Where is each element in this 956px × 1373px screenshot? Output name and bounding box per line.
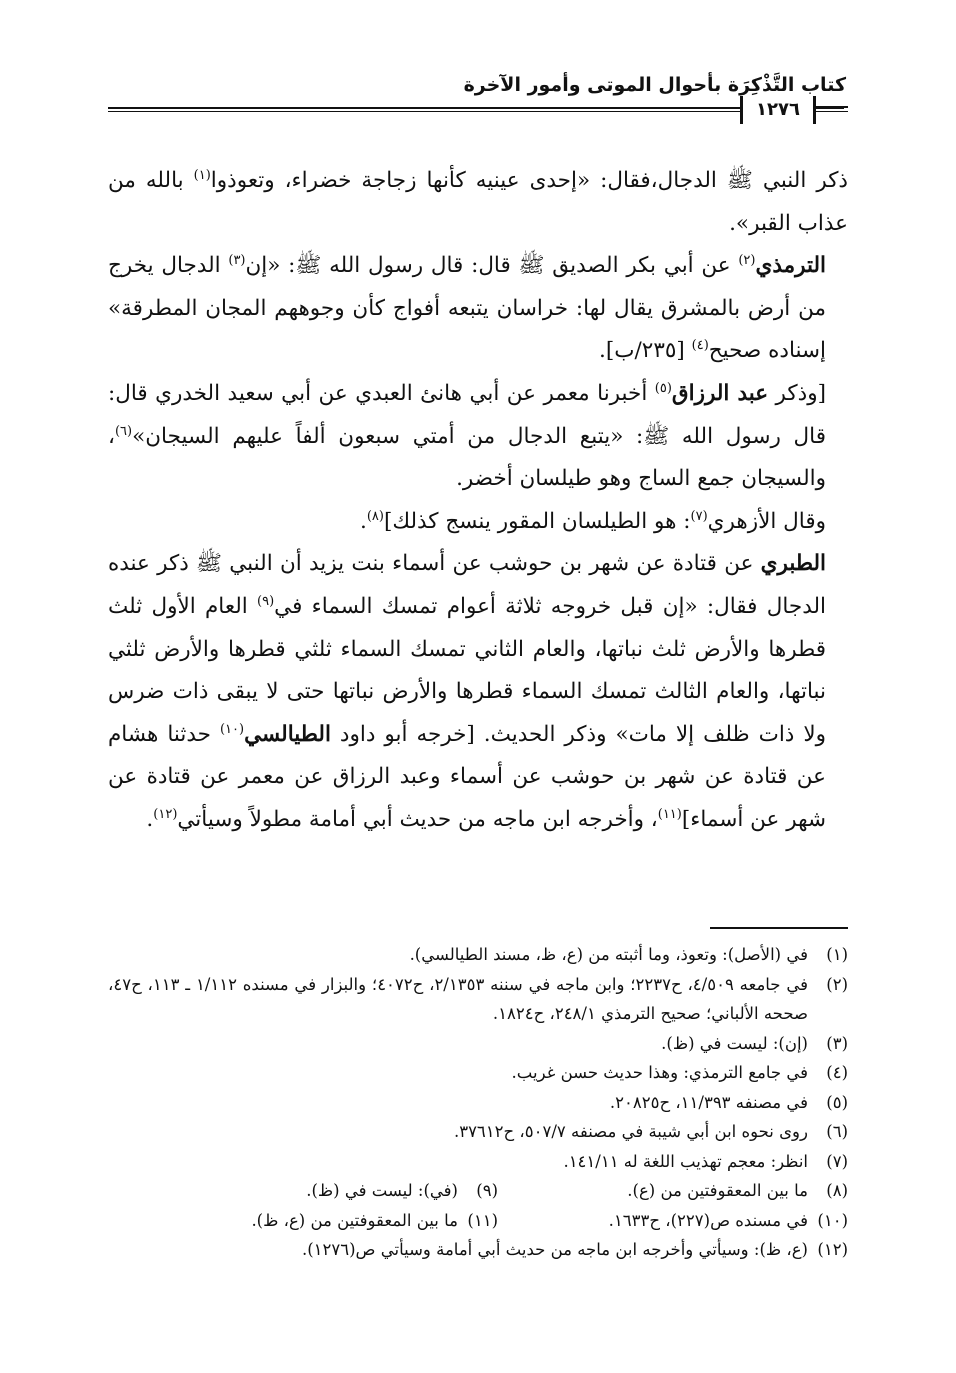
running-title: كتاب التَّذْكِرَة بأحوال الموتى وأمور الآخرة <box>463 74 846 96</box>
paragraph <box>108 543 848 841</box>
footnote-ref[interactable]: (٤) <box>691 338 709 354</box>
main-text <box>108 160 848 842</box>
footnote-number: (٨) <box>826 1181 848 1200</box>
footnote <box>498 1206 848 1236</box>
footnote-number: (٤) <box>826 1063 848 1082</box>
header-rule <box>108 107 844 109</box>
footnote-number: (٩) <box>476 1181 498 1200</box>
footnote-ref[interactable]: (٥) <box>654 380 672 396</box>
footnote-number: (٧) <box>826 1151 848 1171</box>
text-run: عن قتادة عن شهر بن حوشب عن أسماء بنت يزيد أن النبي ﷺ ذكر عنده الدجال فقال: «إن قبل خروجه ثلاثة أعوام تمسك السماء في <box>108 551 826 619</box>
footnote-text: ما بين المعقوفتين من (ع). <box>627 1181 808 1200</box>
footnote-text: (إن): ليست في (ظ). <box>661 1033 808 1053</box>
footnote-text: في مصنفه ١١/٣٩٣، ح٢٠٨٢٥. <box>609 1092 808 1112</box>
footnote-number: (١) <box>826 945 848 964</box>
footnote-text: ما بين المعقوفتين من (ع، ظ). <box>251 1210 458 1230</box>
footnote-ref[interactable]: (٦) <box>114 423 133 439</box>
text-run: . <box>359 508 367 534</box>
paragraph <box>108 160 848 245</box>
header-rule-thin <box>108 111 844 112</box>
text-run: الدجال يخرج من أرض بالمشرق يقال لها: خراسان يتبعه أفواج كأن وجوههم المجان المطرقة» إسناده صحيح <box>108 253 826 364</box>
source-name: الترمذي <box>755 253 826 279</box>
text-run: بالله من عذاب القبر». <box>108 168 848 236</box>
text-run: : هو الطيلسان المقور ينسج كذلك] <box>383 508 691 534</box>
text-run: [وذكر <box>768 380 826 406</box>
text-run: العام الأول ثلث قطرها والأرض ثلث نباتها، والعام الثاني تمسك السماء ثلثي قطرها والأرض ثلثي نباتها، والعام الثالث تمسك السماء قطرها والأرض نباتها حتى لا يبقى ذات ضرس ولا ذات ظلف إلا مات» وذكر الحديث. [خرجه أبو داود <box>108 593 826 747</box>
footnote-ref[interactable]: (٩) <box>257 593 275 609</box>
footnote-ref[interactable]: (٨) <box>366 508 384 524</box>
text-run: ذكر النبي ﷺ الدجال،فقال: «إحدى عينيه كأنها زجاجة خضراء، وتعوذوا <box>210 168 849 193</box>
footnote-text: في جامع الترمذي: وهذا حديث حسن غريب. <box>511 1063 808 1082</box>
footnote-ref[interactable]: (٢) <box>738 253 756 269</box>
footnote-text: في جامعه ٤/٥٠٩، ح٢٢٣٧؛ وابن ماجه في سننه ٢/١٣٥٣، ح٤٠٧٢؛ والبزار في مسنده ١/١١٢ ـ ١١٣، ح٤٧، صححه الألباني؛ صحيح الترمذي ٢٤٨/١، ح١٨٢٤. <box>108 974 808 1023</box>
text-run: ، وأخرجه ابن ماجه من حديث أبي أمامة مطولاً وسيأتي <box>177 806 658 832</box>
paragraph <box>108 245 848 373</box>
text-run: . <box>146 806 154 832</box>
footnotes <box>108 940 848 1265</box>
footnote-text: انظر: معجم تهذيب اللغة له ١٤١/١١. <box>563 1151 808 1171</box>
footnote <box>108 1029 848 1059</box>
footnote-ref[interactable]: (١٢) <box>153 806 178 822</box>
header-rule-right <box>812 106 848 108</box>
footnote-number: (١٠) <box>817 1210 848 1230</box>
text-run: عن أبي بكر الصديق ﷺ قال: قال رسول الله ﷺ: «إن <box>245 253 739 279</box>
footnote <box>108 1058 848 1088</box>
paragraph <box>108 501 848 544</box>
footnote <box>498 1176 848 1206</box>
footnote <box>148 1206 498 1236</box>
footnote-ref[interactable]: (٧) <box>690 508 708 524</box>
footnote-ref[interactable]: (٣) <box>228 253 246 269</box>
text-run: أخبرنا معمر عن أبي هانئ العبدي عن أبي سعيد الخدري قال: قال رسول الله ﷺ: «يتبع الدجال من أمتي سبعون ألفاً عليهم السيجان» <box>108 380 826 449</box>
footnote-text: (ع، ظ): وسيأتي وأخرجه ابن ماجه من حديث أبي أمامة وسيأتي ص(١٢٧٦). <box>301 1240 808 1259</box>
footnote-separator <box>710 927 848 929</box>
text-run: ، والسيجان جمع الساج وهو طيلسان أخضر. <box>108 423 826 492</box>
text-run: وقال الأزهري <box>707 508 826 534</box>
footnote <box>108 1088 848 1118</box>
footnote <box>148 1176 498 1206</box>
footnote-number: (٦) <box>826 1122 848 1141</box>
page-number: ١٢٧٦ <box>740 96 816 124</box>
text-run: حدثنا هشام عن قتادة عن شهر بن حوشب عن أسماء وعبد الرزاق عن معمر عن قتادة عن شهر عن أسماء] <box>108 721 826 832</box>
footnote-ref[interactable]: (١) <box>193 167 211 183</box>
footnote <box>108 940 848 970</box>
footnote <box>108 1117 848 1147</box>
footnote-number: (٢) <box>826 974 848 994</box>
header-rule-right-thin <box>812 111 848 112</box>
footnote-row <box>108 1176 848 1206</box>
footnote <box>108 1147 848 1177</box>
footnote-number: (٣) <box>826 1033 848 1053</box>
paragraph <box>108 373 848 501</box>
source-name: الطبري <box>760 551 826 577</box>
footnote-text: روى نحوه ابن أبي شيبة في مصنفه ٥٠٧/٧، ح٣٧٦١٢. <box>453 1122 808 1141</box>
footnote-ref[interactable]: (١١) <box>657 806 682 822</box>
source-name: عبد الرزاق <box>671 380 769 406</box>
footnote-number: (٥) <box>826 1092 848 1112</box>
footnote-row <box>108 1206 848 1236</box>
footnote-number: (١١) <box>467 1210 498 1230</box>
footnote-number: (١٢) <box>817 1240 848 1259</box>
text-run: [٢٣٥/ب]. <box>599 338 692 364</box>
footnote <box>108 1235 848 1265</box>
footnote-text: في مسنده ص(٢٢٧)، ح١٦٣٣. <box>608 1210 808 1230</box>
footnote-ref[interactable]: (١٠) <box>219 721 245 737</box>
source-name: الطيالسي <box>244 721 331 747</box>
footnote-text: (في): ليست في (ظ). <box>306 1181 458 1200</box>
footnote <box>108 970 848 1029</box>
footnote-text: في (الأصل): وتعوذ، وما أثبته من (ع، ظ، مسند الطيالسي). <box>409 945 808 964</box>
